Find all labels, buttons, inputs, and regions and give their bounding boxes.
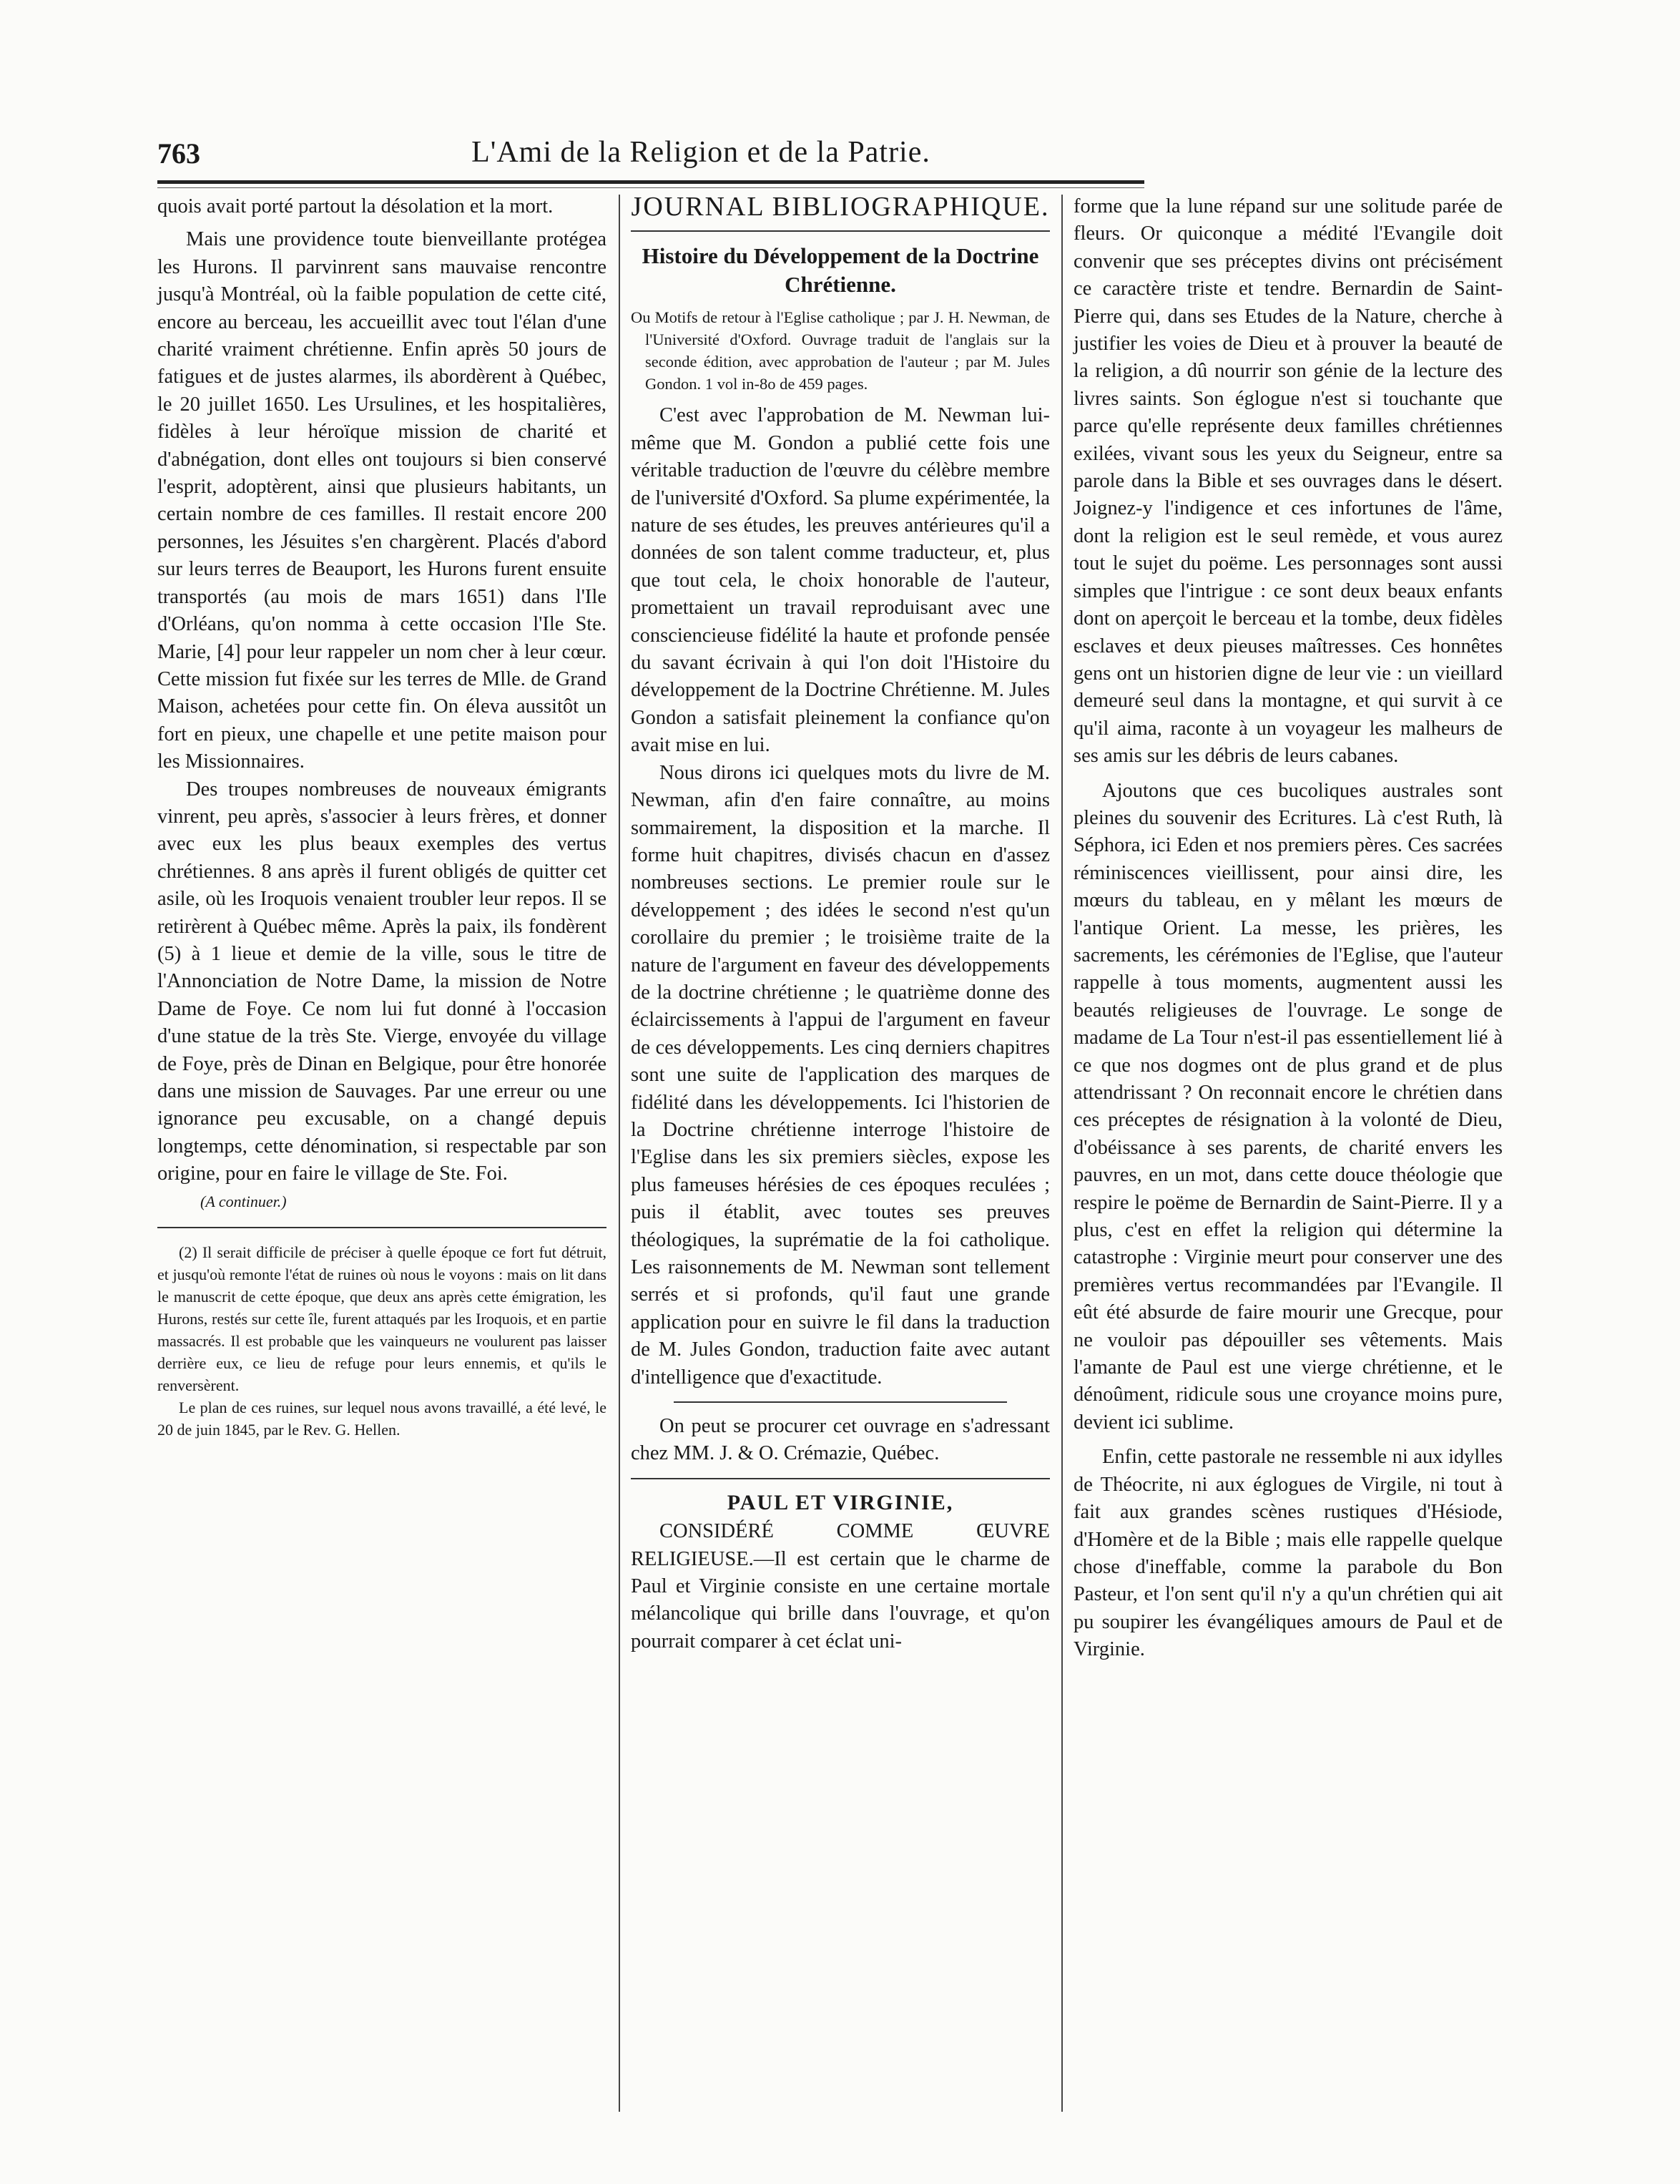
col1-paragraph: Mais une providence toute bienveillante protégea les Hurons. Il parvinrent sans mauvaise rencontre jusqu'à Montréal, où la faible population de cette cité, encore au berceau, les accueillit avec tout l'élan d'une charité vraiment chrétienne. Enfin après 50 jours de fatigues et de justes alarmes, ils abordèrent à Québec, le 20 juillet 1650. Les Ursulines, et les hospitalières, fidèles à leur héroïque mission de charité et d'abnégation, dont elles ont toujours si bien conservé l'esprit, adoptèrent, ainsi que plusieurs habitants, un certain nombre de ces familles. Il restait encore 200 personnes, les Jésuites s'en chargèrent. Placés d'abord sur leurs terres de Beauport, les Hurons furent ensuite transportés (au mois de mars 1651) dans l'Ile d'Orléans, qu'on nomma à cette occasion l'Ile Ste. Marie, [4] pour leur rappeler un nom cher à leur cœur. Cette mission fut fixée sur les terres de Mlle. de Grand Maison, achetées pour cette fin. On éleva aussitôt un fort en pieux, une chapelle et une petite maison pour les Missionnaires. bbox=[157, 228, 606, 773]
col3-paragraph: forme que la lune répand sur une solitude parée de fleurs. Or quiconque a médité l'Evangile doit convenir que ses préceptes divins ont précisément ce caractère triste et tendre. Bernardin de Saint-Pierre qui, dans ses Etudes de la Nature, cherche à justifier les voies de Dieu et à prouver la beauté de la religion, a dû nourrir son génie de la lecture des livres saints. Son églogue n'est si touchante que parce qu'elle représente deux familles chrétiennes exilées, vivant sous les yeux du Seigneur, entre sa parole dans la Bible et ses ouvrages dans le désert. Joignez-y l'indigence et ces infortunes de l'âme, dont la religion est le seul remède, et vous aurez tout le sujet du poëme. Les personnages sont aussi simples que l'intrigue : ce sont deux beaux enfants dont on aperçoit le berceau et la tombe, deux fidèles esclaves et deux pieuses maîtresses. Ces honnêtes gens ont un historien digne de leur vie : un vieillard demeuré seul dans la montagne, et qui survit à ce qu'il aima, raconte à un voyageur les malheurs de ses amis sur les débris de leurs cabanes. bbox=[1074, 195, 1503, 768]
page-header bbox=[157, 132, 1137, 175]
header-rule-thin bbox=[157, 187, 1144, 188]
column-2 bbox=[631, 193, 1050, 1655]
book-subtitle: Ou Motifs de retour à l'Eglise catholique ; par J. H. Newman, de l'Université d'Oxford. Ouvrage traduit de l'anglais sur la seconde édition, avec approbation de l'auteur ; par M. Jules Gondon. 1 vol in-8o de 459 pages. bbox=[631, 308, 1050, 393]
availability-notice: On peut se procurer cet ouvrage en s'adressant chez MM. J. & O. Crémazie, Québec. bbox=[631, 1415, 1050, 1465]
col2-paragraph: C'est avec l'approbation de M. Newman lui-même que M. Gondon a publié cette fois une véritable traduction de l'œuvre du célèbre membre de l'université d'Oxford. Sa plume expérimentée, la nature de ses études, les preuves antérieures qu'il a données de son talent comme traducteur, et, plus que tout cela, le choix honorable de l'auteur, promettaient un travail reproduisant avec une consciencieuse fidélité la haute et profonde pensée du savant écrivain à qui l'on doit l'Histoire du développement de la Doctrine Chrétienne. M. Jules Gondon a satisfait pleinement la confiance qu'on avait mise en lui. bbox=[631, 404, 1050, 757]
book-title: Histoire du Développement de la Doctrine Chrétienne. bbox=[642, 243, 1039, 298]
col1-paragraph: Des troupes nombreuses de nouveaux émigrants vinrent, peu après, s'associer à leurs frères, et donner avec eux les plus beaux exemples des vertus chrétiennes. 8 ans après il furent obligés de quitter cet asile, où les Iroquois venaient troubler leur repos. Il se retirèrent à Québec même. Après la paix, ils fondèrent (5) à 1 lieue et demie de la ville, sous le titre de l'Annonciation de Notre Dame, la mission de Notre Dame de Foye. Ce nom lui fut donné à l'occasion d'une statue de la très Ste. Vierge, envoyée du village de Foye, près de Dinan en Belgique, pour être honorée dans une mission de Sauvages. Par une erreur ou une ignorance peu excusable, on a changé depuis longtemps, cette dénomination, si respectable par son origine, pour en faire le village de Ste. Foi. bbox=[157, 778, 606, 1185]
article-title: PAUL ET VIRGINIE, bbox=[727, 1490, 954, 1514]
section-heading: JOURNAL BIBLIOGRAPHIQUE. bbox=[631, 192, 1050, 222]
footnote-rule bbox=[157, 1227, 606, 1228]
footnote: (2) Il serait difficile de préciser à quelle époque ce fort fut détruit, et jusqu'où remonte l'état de ruines où nous le voyons : mais on lit dans le manuscrit de cette époque, que deux ans après cette émigration, les Hurons, restés sur cette île, furent attaqués par les Iroquois, et en partie massacrés. Il est probable que les vainqueurs ne voulurent pas laisser derrière eux, ce lieu de refuge pour leurs ennemis, et qu'ils le renversèrent. bbox=[157, 1243, 606, 1395]
column-3 bbox=[1074, 193, 1503, 1664]
col3-paragraph: Enfin, cette pastorale ne ressemble ni aux idylles de Théocrite, ni aux églogues de Virgile, ni tout à fait aux grandes scènes rustiques d'Hésiode, d'Homère et de la Bible ; mais elle rappelle quelque chose d'ineffable, comme la parabole du Bon Pasteur, et l'on sent qu'il n'y a qu'un chrétien qui ait pu soupirer les évangéliques amours de Paul et de Virginie. bbox=[1074, 1446, 1503, 1661]
article-rule bbox=[631, 1478, 1050, 1479]
col2-paragraph: Nous dirons ici quelques mots du livre de M. Newman, afin d'en faire connaître, au moins sommairement, la disposition et la marche. Il forme huit chapitres, divisés chacun en d'assez nombreuses sections. Le premier roule sur le développement ; des idées le second n'est qu'un corollaire du premier ; le troisième traite de la nature de l'argument en faveur des développements de la doctrine chrétienne ; le quatrième donne des éclaircissements à l'appui de l'argument en faveur de ces développements. Les cinq derniers chapitres sont une suite de l'application des marques de fidélité dans les développements. Ici l'historien de la Doctrine chrétienne interroge l'histoire de l'Eglise dans les six premiers siècles, expose les plus fameuses hérésies de ces époques reculées ; puis il établit, avec toutes ses preuves théologiques, la suprématie de la foi catholique. Les raisonnements de M. Newman sont tellement serrés et si profonds, qu'il faut une grande application pour en suivre le fil dans la traduction de M. Jules Gondon, traduction faite avec autant d'intelligence que d'exactitude. bbox=[631, 761, 1050, 1389]
col2-paragraph: CONSIDÉRÉ COMME ŒUVRE RELIGIEUSE.—Il est certain que le charme de Paul et Virginie consiste en une certaine mortale mélancolique qui brille dans l'ouvrage, et qu'on pourrait comparer à cet éclat uni- bbox=[631, 1520, 1050, 1652]
continued-note: (A continuer.) bbox=[200, 1192, 287, 1210]
column-divider-1 bbox=[619, 195, 620, 2112]
running-title: L'Ami de la Religion et de la Patrie. bbox=[471, 136, 930, 169]
col1-paragraph: quois avait porté partout la désolation et la mort. bbox=[157, 195, 554, 217]
footnote: Le plan de ces ruines, sur lequel nous avons travaillé, a été levé, le 20 de juin 1845, par le Rev. G. Hellen. bbox=[157, 1399, 606, 1439]
col3-paragraph: Ajoutons que ces bucoliques australes sont pleines du souvenir des Ecritures. Là c'est Ruth, là Séphora, ici Eden et nos premiers pères. Ces sacrées réminiscences vieillissent, pour ainsi dire, les mœurs du tableau, en y mêlant les mœurs de l'antique Orient. La messe, les prières, les sacrements, les cérémonies de l'Eglise, que l'auteur rappelle à tous moments, augmentent aussi les beautés religieuses de l'ouvrage. Le songe de madame de La Tour n'est-il pas essentiellement lié à ce que nos dogmes ont de plus grand et de plus attendrissant ? On reconnait encore le chrétien dans ces préceptes de résignation à la volonté de Dieu, d'obéissance à ses parents, de charité envers les pauvres, en un mot, dans cette douce théologie que respire le poëme de Bernardin de Saint-Pierre. Il y a plus, c'est en effet la religion qui détermine la catastrophe : Virginie meurt pour conserver une des premières vertus recommandées par l'Evangile. Il eût été absurde de faire mourir une Grecque, pour ne vouloir pas dépouiller ses vêtements. Mais l'amante de Paul est une vierge chrétienne, et le dénoûment, ridicule sous une croyance moins pure, devient ici sublime. bbox=[1074, 779, 1503, 1434]
footnotes bbox=[157, 1241, 606, 1441]
header-rule bbox=[157, 180, 1144, 184]
section-rule bbox=[631, 230, 1050, 232]
column-divider-2 bbox=[1061, 195, 1063, 2112]
page-number: 763 bbox=[157, 137, 200, 170]
column-1 bbox=[157, 193, 606, 1441]
article-rule bbox=[674, 1401, 1007, 1403]
